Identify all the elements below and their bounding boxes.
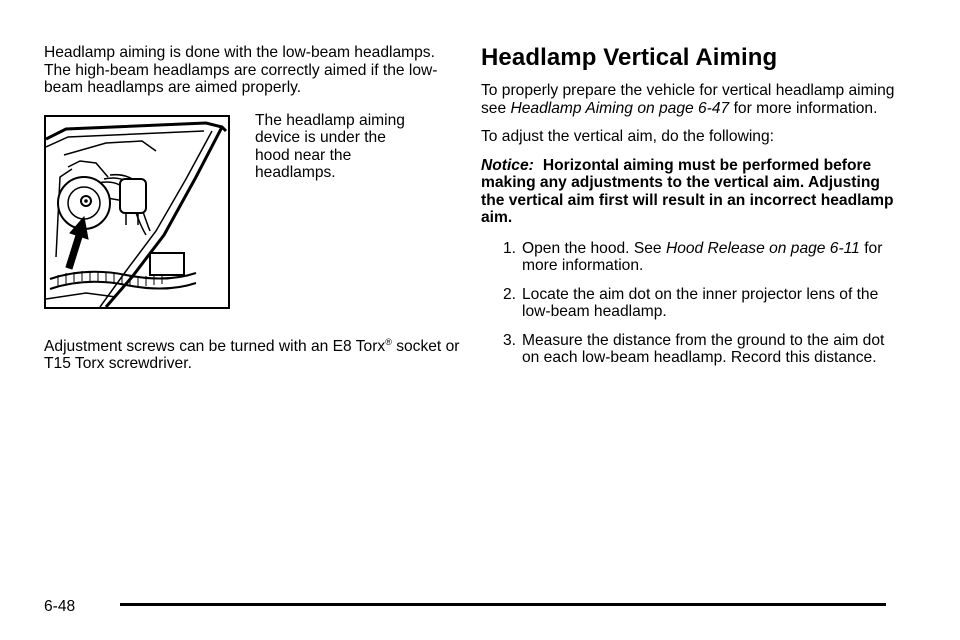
- step-text: Measure the distance from the ground to the aim dot on each low-beam headlamp. Record this distance.: [522, 331, 885, 366]
- right-column: [481, 44, 901, 378]
- prepare-text-after: for more information.: [729, 99, 878, 117]
- registered-mark: ®: [385, 336, 392, 347]
- prepare-paragraph: [481, 82, 901, 117]
- prepare-text-before: To properly prepare the vehicle for vertical headlamp aiming see: [481, 82, 895, 117]
- step-number: 2.: [502, 285, 516, 303]
- step-text: Locate the aim dot on the inner projector lens of the low-beam headlamp.: [522, 285, 879, 320]
- prepare-cross-reference[interactable]: Headlamp Aiming on page 6-47: [510, 99, 730, 117]
- screws-text-before: Adjustment screws can be turned with an E8 Torx: [44, 337, 386, 355]
- figure-caption: The headlamp aiming device is under the hood near the headlamps.: [255, 111, 405, 181]
- step-item: [481, 240, 901, 275]
- step-item: [481, 286, 901, 321]
- steps-list: [481, 240, 901, 367]
- step-number: 1.: [502, 239, 516, 257]
- headlamp-aiming-device-illustration: [44, 115, 230, 309]
- page-number: 6-48: [44, 598, 76, 615]
- footer-rule: [120, 603, 886, 606]
- screws-text-after: socket or T15 Torx screwdriver.: [44, 337, 460, 372]
- section-heading: Headlamp Vertical Aiming: [481, 44, 778, 71]
- notice-paragraph: [481, 157, 901, 227]
- step-text: [518, 240, 901, 275]
- step-cross-reference[interactable]: Hood Release on page 6-11: [665, 239, 860, 257]
- left-column: [44, 44, 460, 373]
- adjustment-screws-paragraph: [44, 338, 460, 373]
- notice-text: Horizontal aiming must be performed before making any adjustments to the vertical aim. Adjusting the vertical aim first will result in an incorrect headlamp aim.: [481, 156, 894, 226]
- notice-label: Notice:: [481, 156, 534, 174]
- step-number: 3.: [502, 331, 516, 349]
- step-item: [481, 332, 901, 367]
- adjust-intro-paragraph: To adjust the vertical aim, do the following:: [481, 128, 774, 145]
- figure-row: [44, 112, 460, 309]
- step-text-before: Open the hood. See: [522, 239, 666, 257]
- step-text-after: for more information.: [522, 239, 883, 274]
- intro-paragraph: Headlamp aiming is done with the low-beam headlamps. The high-beam headlamps are correctly aimed if the low-beam headlamps are aimed properly.: [44, 44, 438, 96]
